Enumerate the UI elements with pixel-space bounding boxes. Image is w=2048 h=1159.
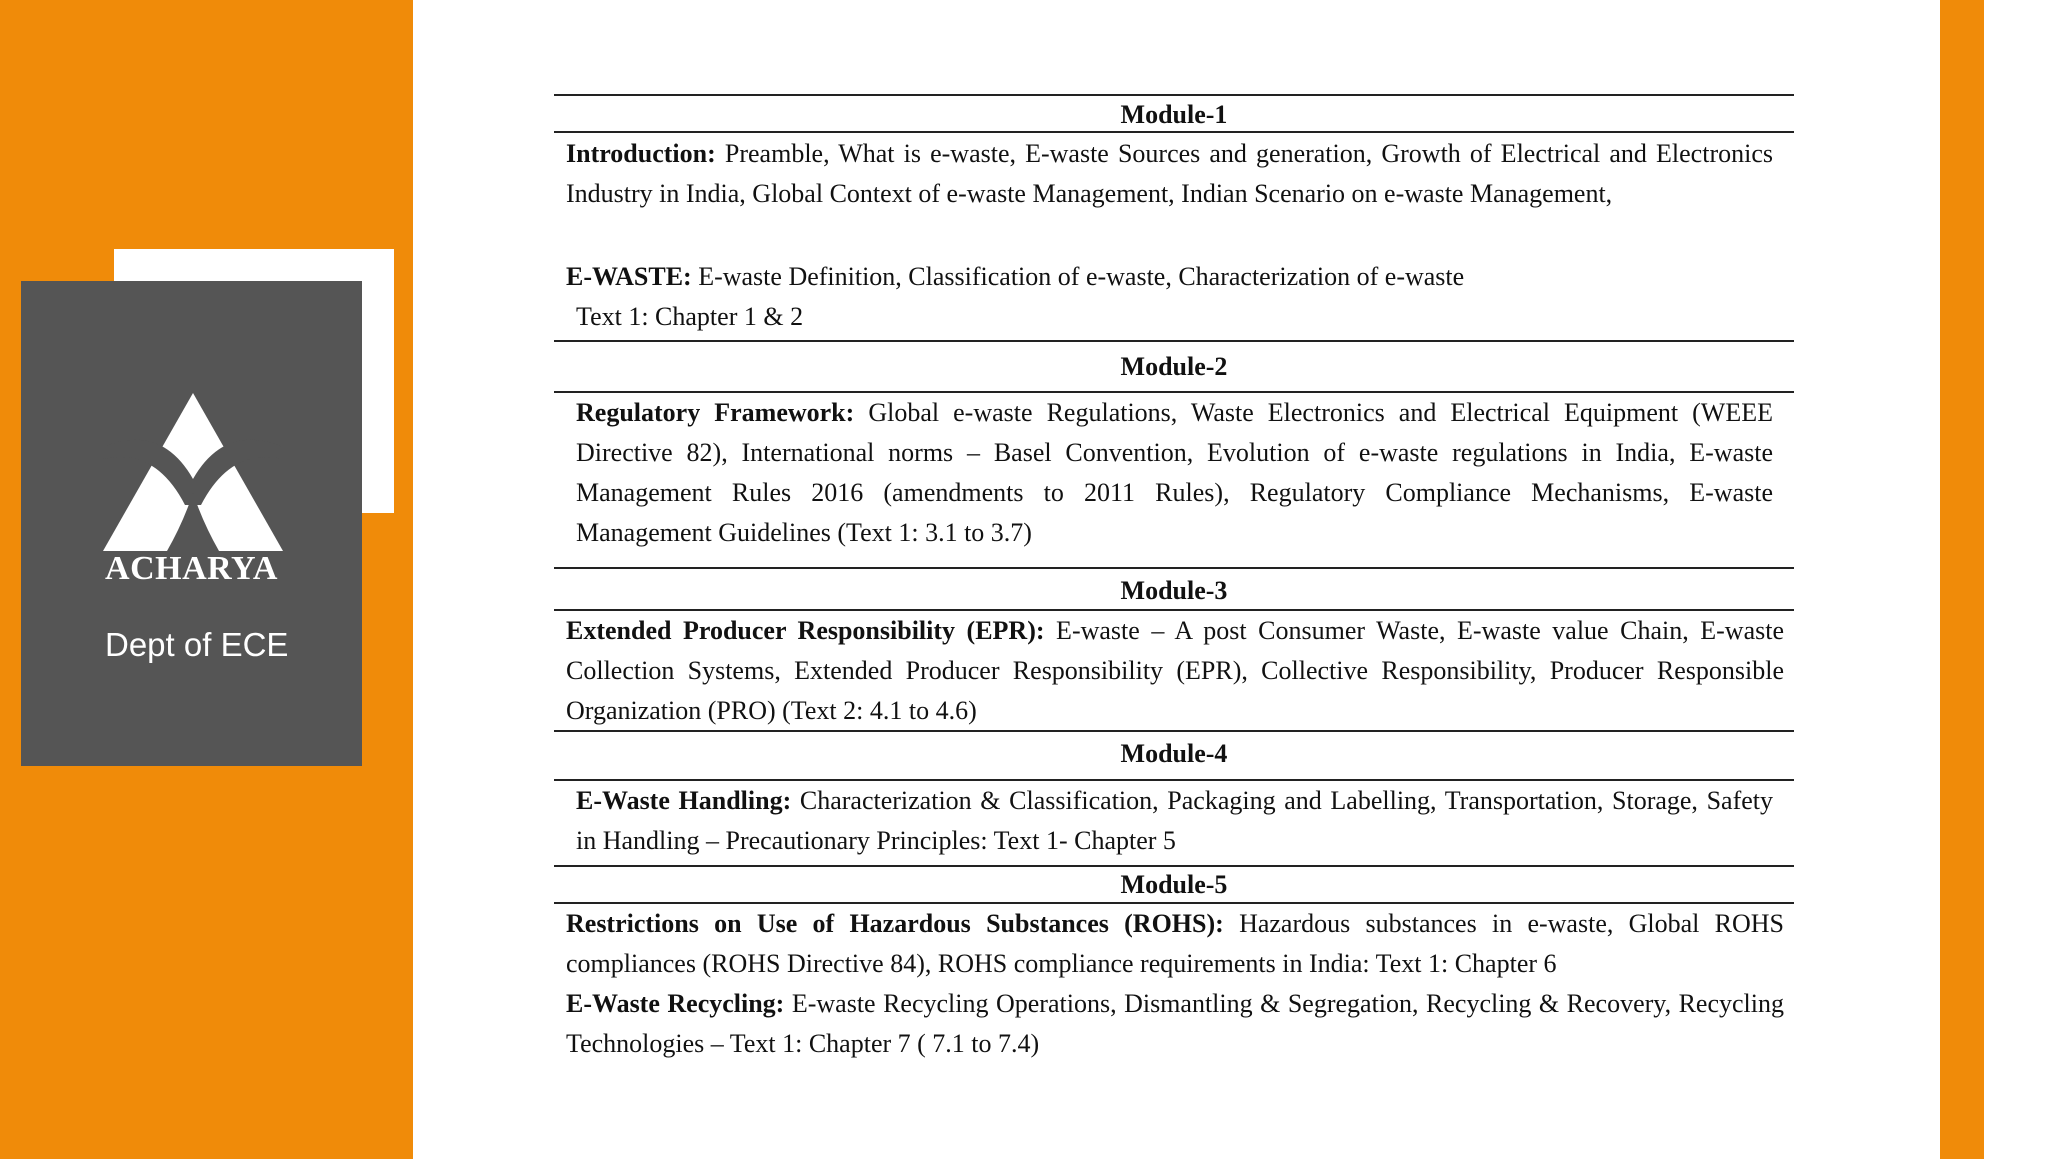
- module-2-title: Module-2: [1120, 352, 1228, 381]
- rule: [554, 94, 1794, 96]
- acharya-logo-icon: [103, 393, 283, 553]
- module-2-heading: Regulatory Framework:: [576, 398, 855, 427]
- rule: [554, 567, 1794, 569]
- module-4-heading: E-Waste Handling:: [576, 786, 792, 815]
- module-5-recycling-body: E-waste Recycling Operations, Dismantling & Segregation, Recycling & Recovery, Recycling Technologies – Text 1: Chapter 7 ( 7.1 to 7.4): [566, 989, 1784, 1058]
- module-5-rohs-body: Hazardous substances in e-waste, Global ROHS compliances (ROHS Directive 84), ROHS compliance requirements in India: Text 1: Chapter 6: [566, 909, 1784, 978]
- module-4-body: Characterization & Classification, Packaging and Labelling, Transportation, Storage, Safety in Handling – Precautionary Principles: Text 1- Chapter 5: [576, 786, 1773, 855]
- module-4-handling: [576, 781, 1773, 861]
- module-3-title: Module-3: [1120, 576, 1228, 605]
- logo-card: [21, 281, 362, 766]
- module-4-title: Module-4: [1120, 739, 1228, 768]
- module-1-intro-heading: Introduction:: [566, 139, 716, 168]
- module-5-rohs-heading: Restrictions on Use of Hazardous Substances (ROHS):: [566, 909, 1224, 938]
- module-5-recycling-heading: E-Waste Recycling:: [566, 989, 785, 1018]
- module-2-body: Global e-waste Regulations, Waste Electronics and Electrical Equipment (WEEE Directive 82), International norms – Basel Convention, Evolution of e-waste regulations in India, E-waste Management Rules 2016 (amendments to 2011 Rules), Regulatory Compliance Mechanisms, E-waste Management Guidelines (Text 1: 3.1 to 3.7): [576, 398, 1773, 547]
- module-1-intro: [566, 134, 1773, 214]
- module-1-ewaste: [566, 257, 1773, 297]
- right-accent-band: [1940, 0, 1984, 1159]
- rule: [554, 865, 1794, 867]
- module-1-title: Module-1: [1120, 100, 1228, 129]
- module-1-ewaste-heading: E-WASTE:: [566, 262, 692, 291]
- module-3-epr: [566, 611, 1784, 731]
- module-5-recycling: [566, 984, 1784, 1064]
- module-1-intro-body: Preamble, What is e-waste, E-waste Sources and generation, Growth of Electrical and Electronics Industry in India, Global Context of e-waste Management, Indian Scenario on e-waste Management,: [566, 139, 1773, 208]
- module-2-regulatory: [576, 393, 1773, 553]
- rule: [554, 340, 1794, 342]
- module-3-body: E-waste – A post Consumer Waste, E-waste value Chain, E-waste Collection Systems, Extended Producer Responsibility (EPR), Collective Responsibility, Producer Responsible Organization (PRO) (Text 2: 4.1 to 4.6): [566, 616, 1784, 725]
- module-5-rohs: [566, 904, 1784, 984]
- module-1-ewaste-body: E-waste Definition, Classification of e-waste, Characterization of e-waste: [691, 262, 1465, 291]
- module-3-heading: Extended Producer Responsibility (EPR):: [566, 616, 1045, 645]
- rule: [554, 131, 1794, 133]
- rule: [554, 730, 1794, 732]
- module-1-text-ref: Text 1: Chapter 1 & 2: [576, 302, 804, 331]
- dept-label: Dept of ECE: [105, 626, 289, 663]
- logo-text: ACHARYA: [105, 550, 278, 587]
- module-5-title: Module-5: [1120, 870, 1228, 899]
